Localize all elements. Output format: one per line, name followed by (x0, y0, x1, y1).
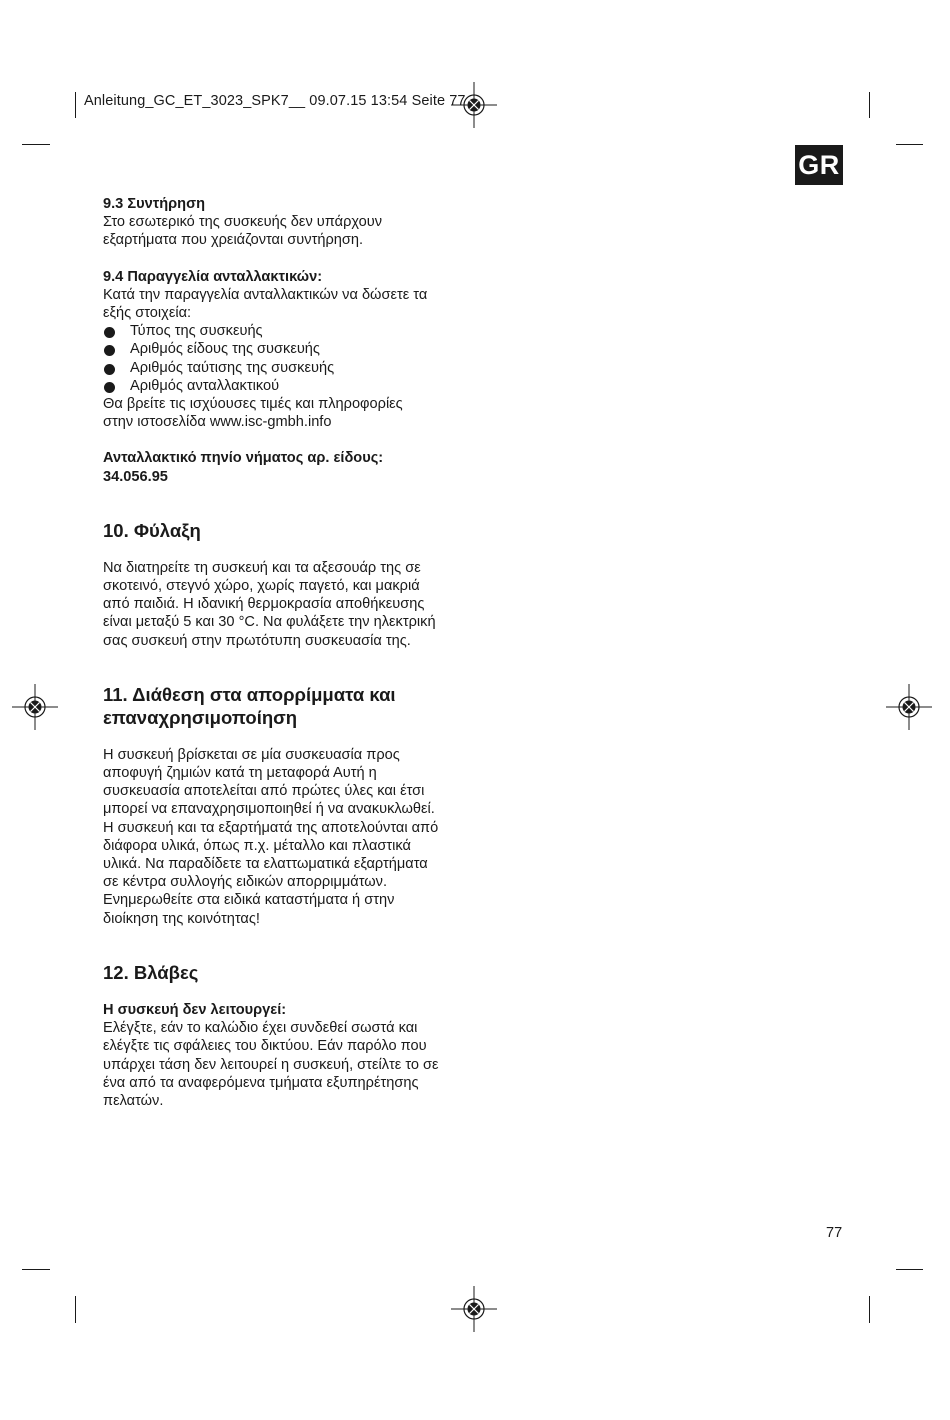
paragraph-line: ελέγξτε τις σφάλειες του δικτύου. Εάν παρόλο που (103, 1038, 427, 1055)
paragraph-line: διοίκηση της κοινότητας! (103, 910, 260, 927)
paragraph-line: σε κέντρα συλλογής ειδικών απορριμμάτων. (103, 874, 388, 891)
crop-mark-bottom-left-vertical (75, 1296, 76, 1323)
paragraph-line: Κατά την παραγγελία ανταλλακτικών να δώσετε τα (103, 286, 428, 303)
crop-mark-top-left-vertical (75, 92, 76, 118)
paragraph-line: διάφορα υλικά, όπως π.χ. μέταλλο και πλαστικά (103, 837, 411, 854)
list-item-text: Αριθμός ανταλλακτικού (130, 377, 280, 394)
paragraph-line: υλικά. Να παραδίδετε τα ελαττωματικά εξαρτήματα (103, 856, 428, 873)
section-12-subtitle: Η συσκευή δεν λειτουργεί: (103, 1001, 287, 1018)
bullet-icon (104, 364, 115, 375)
paragraph-line: πελατών. (103, 1092, 164, 1109)
registration-mark-icon (12, 684, 58, 730)
crop-mark-top-left-horizontal (22, 144, 50, 145)
registration-mark-icon (451, 1286, 497, 1332)
language-badge: GR (795, 145, 843, 185)
page-number: 77 (826, 1225, 843, 1241)
list-item-text: Αριθμός είδους της συσκευής (130, 341, 320, 358)
paragraph-line: Ενημερωθείτε στα ειδικά καταστήματα ή στην (103, 892, 395, 909)
main-text-column (103, 195, 468, 1110)
paragraph-line: μπορεί να επαναχρησιμοποιηθεί ή να ανακυκλωθεί. (103, 801, 435, 818)
section-9-4-title: 9.4 Παραγγελία ανταλλακτικών: (103, 268, 323, 285)
list-item-text: Αριθμός ταύτισης της συσκευής (130, 359, 335, 376)
paragraph-line: εξής στοιχεία: (103, 305, 192, 322)
paragraph-line: σας συσκευή στην πρωτότυπη συσκευασία της. (103, 632, 411, 649)
paragraph-line: Η συσκευή βρίσκεται σε μία συσκευασία προς (103, 746, 400, 763)
list-item-text: Τύπος της συσκευής (130, 323, 263, 340)
bullet-icon (104, 327, 115, 338)
bullet-icon (104, 345, 115, 356)
paragraph-line: συσκευασία αποτελείται από πρώτες ύλες και έτσι (103, 783, 425, 800)
paragraph-line: ένα από τα αναφερόμενα τμήματα εξυπηρέτησης (103, 1074, 419, 1091)
list-item (103, 322, 468, 340)
paragraph-line: είναι μεταξύ 5 και 30 °C. Να φυλάξετε την ηλεκτρική (103, 614, 436, 631)
paragraph-line: υπάρχει τάση δεν λειτουρεί η συσκευή, στείλτε το σε (103, 1056, 439, 1073)
registration-mark-icon (886, 684, 932, 730)
paragraph-line: Ελέγξτε, εάν το καλώδιο έχει συνδεθεί σωστά και (103, 1020, 418, 1037)
crop-mark-top-right-horizontal (896, 144, 923, 145)
crop-mark-bottom-left-horizontal (22, 1269, 50, 1270)
crop-mark-bottom-right-horizontal (896, 1269, 923, 1270)
paragraph-line: στην ιστοσελίδα www.isc-gmbh.info (103, 414, 332, 431)
list-item (103, 340, 468, 358)
paragraph-line: αποφυγή ζημιών κατά τη μεταφορά Αυτή η (103, 765, 377, 782)
section-9-3-title: 9.3 Συντήρηση (103, 196, 205, 212)
section-10-heading: 10. Φύλαξη (103, 519, 201, 541)
bullet-icon (104, 382, 115, 393)
crop-mark-bottom-right-vertical (869, 1296, 870, 1323)
list-item (103, 359, 468, 377)
paragraph-line: Η συσκευή και τα εξαρτήματά της αποτελούνται από (103, 819, 439, 836)
paragraph-line: Στο εσωτερικό της συσκευής δεν υπάρχουν (103, 214, 383, 231)
list-item (103, 377, 468, 395)
section-11-heading: 11. Διάθεση στα απορρίμματα και (103, 683, 396, 705)
paragraph-line: Θα βρείτε τις ισχύουσες τιμές και πληροφορίες (103, 396, 403, 413)
paragraph-line: εξαρτήματα που χρειάζονται συντήρηση. (103, 232, 364, 249)
spare-part-title: Ανταλλακτικό πηνίο νήματος αρ. είδους: (103, 450, 384, 467)
section-12-heading: 12. Βλάβες (103, 961, 199, 983)
paragraph-line: Να διατηρείτε τη συσκευή και τα αξεσουάρ της σε (103, 559, 421, 576)
section-11-heading: επαναχρησιμοποίηση (103, 706, 298, 728)
paragraph-line: σκοτεινό, στεγνό χώρο, χωρίς παγετό, και μακριά (103, 578, 420, 595)
paragraph-line: από παιδιά. Η ιδανική θερμοκρασία αποθήκευσης (103, 596, 425, 613)
print-slug-line: Anleitung_GC_ET_3023_SPK7__ 09.07.15 13:54 Seite 77 (84, 93, 466, 109)
crop-mark-top-right-vertical (869, 92, 870, 118)
spare-part-number: 34.056.95 (103, 468, 168, 485)
